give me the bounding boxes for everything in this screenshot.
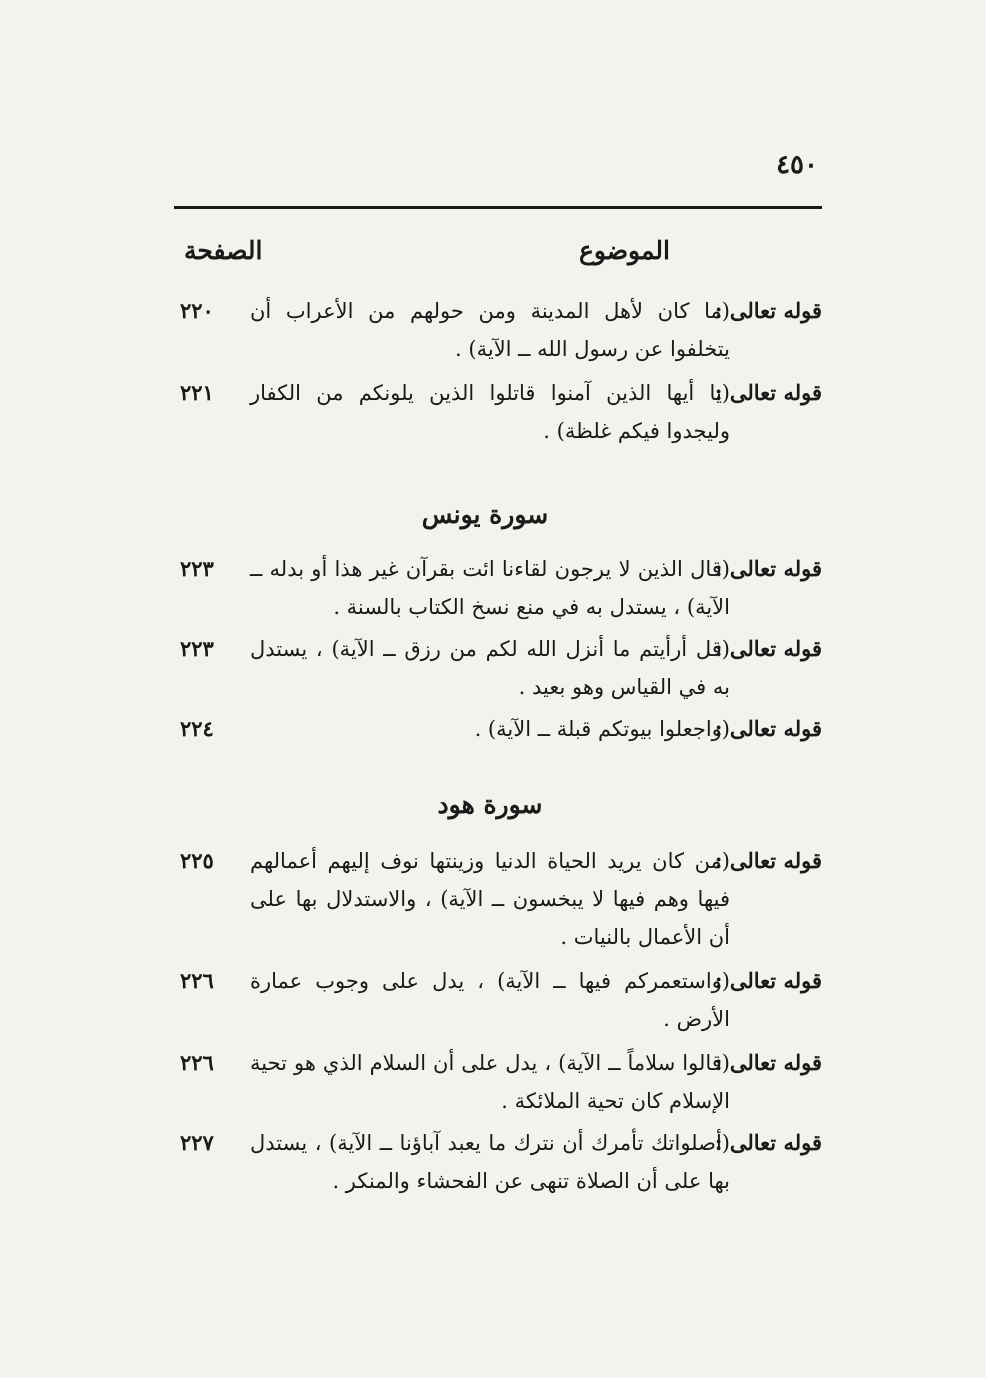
- entry-text: (قال الذين لا يرجون لقاءنا ائت بقرآن غير هذا أو بدله ــ الآية) ، يستدل به في منع نسخ الكتاب بالسنة .: [250, 557, 730, 619]
- entry-page-number: ٢٢٣: [180, 636, 214, 661]
- entry-page-number: ٢٢١: [180, 380, 214, 405]
- entry-text: (واستعمركم فيها ــ الآية) ، يدل على وجوب عمارة الأرض .: [250, 969, 730, 1031]
- entry-page-number: ٢٢٠: [180, 298, 214, 323]
- header-rule: [174, 206, 822, 209]
- entry-text: (واجعلوا بيوتكم قبلة ــ الآية) .: [474, 717, 730, 741]
- entry-text: (قل أرأيتم ما أنزل الله لكم من رزق ــ الآية) ، يستدل به في القياس وهو بعيد .: [250, 637, 730, 699]
- index-entry: [180, 550, 822, 626]
- entry-lead: قوله تعالى :: [714, 1050, 822, 1075]
- index-entry: [180, 1124, 822, 1200]
- entry-lead: قوله تعالى :: [714, 380, 822, 405]
- entry-page-number: ٢٢٤: [180, 716, 214, 741]
- entry-lead: قوله تعالى :: [714, 556, 822, 581]
- index-entry: [180, 710, 822, 748]
- page-number: ٤٥٠: [776, 150, 818, 180]
- surah-heading-yunus: سورة يونس: [421, 500, 549, 529]
- surah-heading-hud: سورة هود: [437, 790, 543, 819]
- index-entry: [180, 842, 822, 956]
- entry-text: (ما كان لأهل المدينة ومن حولهم من الأعراب أن يتخلفوا عن رسول الله ــ الآية) .: [250, 299, 730, 361]
- index-entry: [180, 374, 822, 450]
- index-entry: [180, 962, 822, 1038]
- entry-lead: قوله تعالى :: [714, 298, 822, 323]
- entry-page-number: ٢٢٧: [180, 1130, 214, 1155]
- entry-lead: قوله تعالى :: [714, 968, 822, 993]
- entry-text: (يا أيها الذين آمنوا قاتلوا الذين يلونكم من الكفار وليجدوا فيكم غلظة) .: [250, 381, 730, 443]
- entry-page-number: ٢٢٦: [180, 968, 214, 993]
- entry-lead: قوله تعالى :: [714, 716, 822, 741]
- entry-text: (قالوا سلاماً ــ الآية) ، يدل على أن السلام الذي هو تحية الإسلام كان تحية الملائكة .: [250, 1051, 730, 1113]
- entry-page-number: ٢٢٥: [180, 848, 214, 873]
- entry-text: (من كان يريد الحياة الدنيا وزينتها نوف إليهم أعمالهم فيها وهم فيها لا يبخسون ــ الآية) ، والاستدلال بها على أن الأعمال بالنيات .: [250, 849, 730, 949]
- topic-column-header: الموضوع: [579, 236, 670, 265]
- entry-text: (أصلواتك تأمرك أن نترك ما يعبد آباؤنا ــ الآية) ، يستدل بها على أن الصلاة تنهى عن الفحشاء والمنكر .: [250, 1131, 730, 1193]
- entry-lead: قوله تعالى :: [714, 1130, 822, 1155]
- entry-page-number: ٢٢٣: [180, 556, 214, 581]
- entry-lead: قوله تعالى :: [714, 636, 822, 661]
- page-column-header: الصفحة: [184, 236, 263, 265]
- entry-lead: قوله تعالى :: [714, 848, 822, 873]
- entry-page-number: ٢٢٦: [180, 1050, 214, 1075]
- index-entry: [180, 1044, 822, 1120]
- index-entry: [180, 630, 822, 706]
- index-entry: [180, 292, 822, 368]
